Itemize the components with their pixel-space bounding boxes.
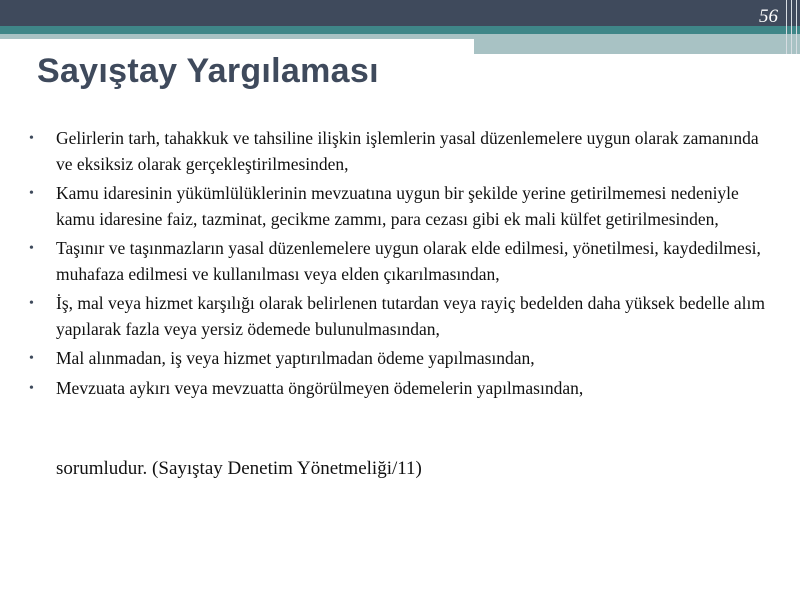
bullet-icon: •	[29, 296, 34, 311]
bullet-item	[26, 126, 766, 177]
slide-title: Sayıştay Yargılaması	[37, 52, 379, 90]
header-thin-bar	[0, 34, 474, 39]
bullet-text: Kamu idaresinin yükümlülüklerinin mevzuatına uygun bir şekilde yerine getirilmemesi nedeniyle kamu idaresine faiz, tazminat, gecikme zammı, para cezası gibi ek mali külfet getirilmesinden,	[56, 183, 739, 229]
bullet-item	[26, 291, 766, 342]
bullet-item	[26, 376, 766, 402]
slide-number: 56	[759, 6, 778, 27]
bullet-icon: •	[29, 241, 34, 256]
bullet-text: İş, mal veya hizmet karşılığı olarak belirlenen tutardan veya rayiç bedelden daha yüksek bedelle alım yapılarak fazla veya yersiz ödemede bulunulmasından,	[56, 293, 765, 339]
bullet-text: Gelirlerin tarh, tahakkuk ve tahsiline ilişkin işlemlerin yasal düzenlemelere uygun olarak zamanında ve eksiksiz olarak gerçekleştirilmesinden,	[56, 128, 759, 174]
bullet-icon: •	[29, 131, 34, 146]
bullet-text: Taşınır ve taşınmazların yasal düzenlemelere uygun olarak elde edilmesi, yönetilmesi, kaydedilmesi, muhafaza edilmesi ve kullanılması veya elden çıkarılmasından,	[56, 238, 761, 284]
bullet-icon: •	[29, 186, 34, 201]
bullet-list	[26, 126, 766, 405]
bullet-item	[26, 346, 766, 372]
corner-decoration	[784, 0, 800, 54]
header-light-bar	[474, 34, 800, 54]
bullet-text: Mal alınmadan, iş veya hizmet yaptırılmadan ödeme yapılmasından,	[56, 348, 535, 368]
bullet-icon: •	[29, 351, 34, 366]
bullet-item	[26, 181, 766, 232]
header-accent-bar	[0, 26, 800, 34]
bullet-text: Mevzuata aykırı veya mevzuatta öngörülmeyen ödemelerin yapılmasından,	[56, 377, 584, 398]
header-bar	[0, 0, 800, 26]
bullet-icon: •	[29, 380, 34, 396]
closing-text: sorumludur. (Sayıştay Denetim Yönetmeliği/11)	[56, 458, 422, 479]
bullet-item	[26, 236, 766, 287]
